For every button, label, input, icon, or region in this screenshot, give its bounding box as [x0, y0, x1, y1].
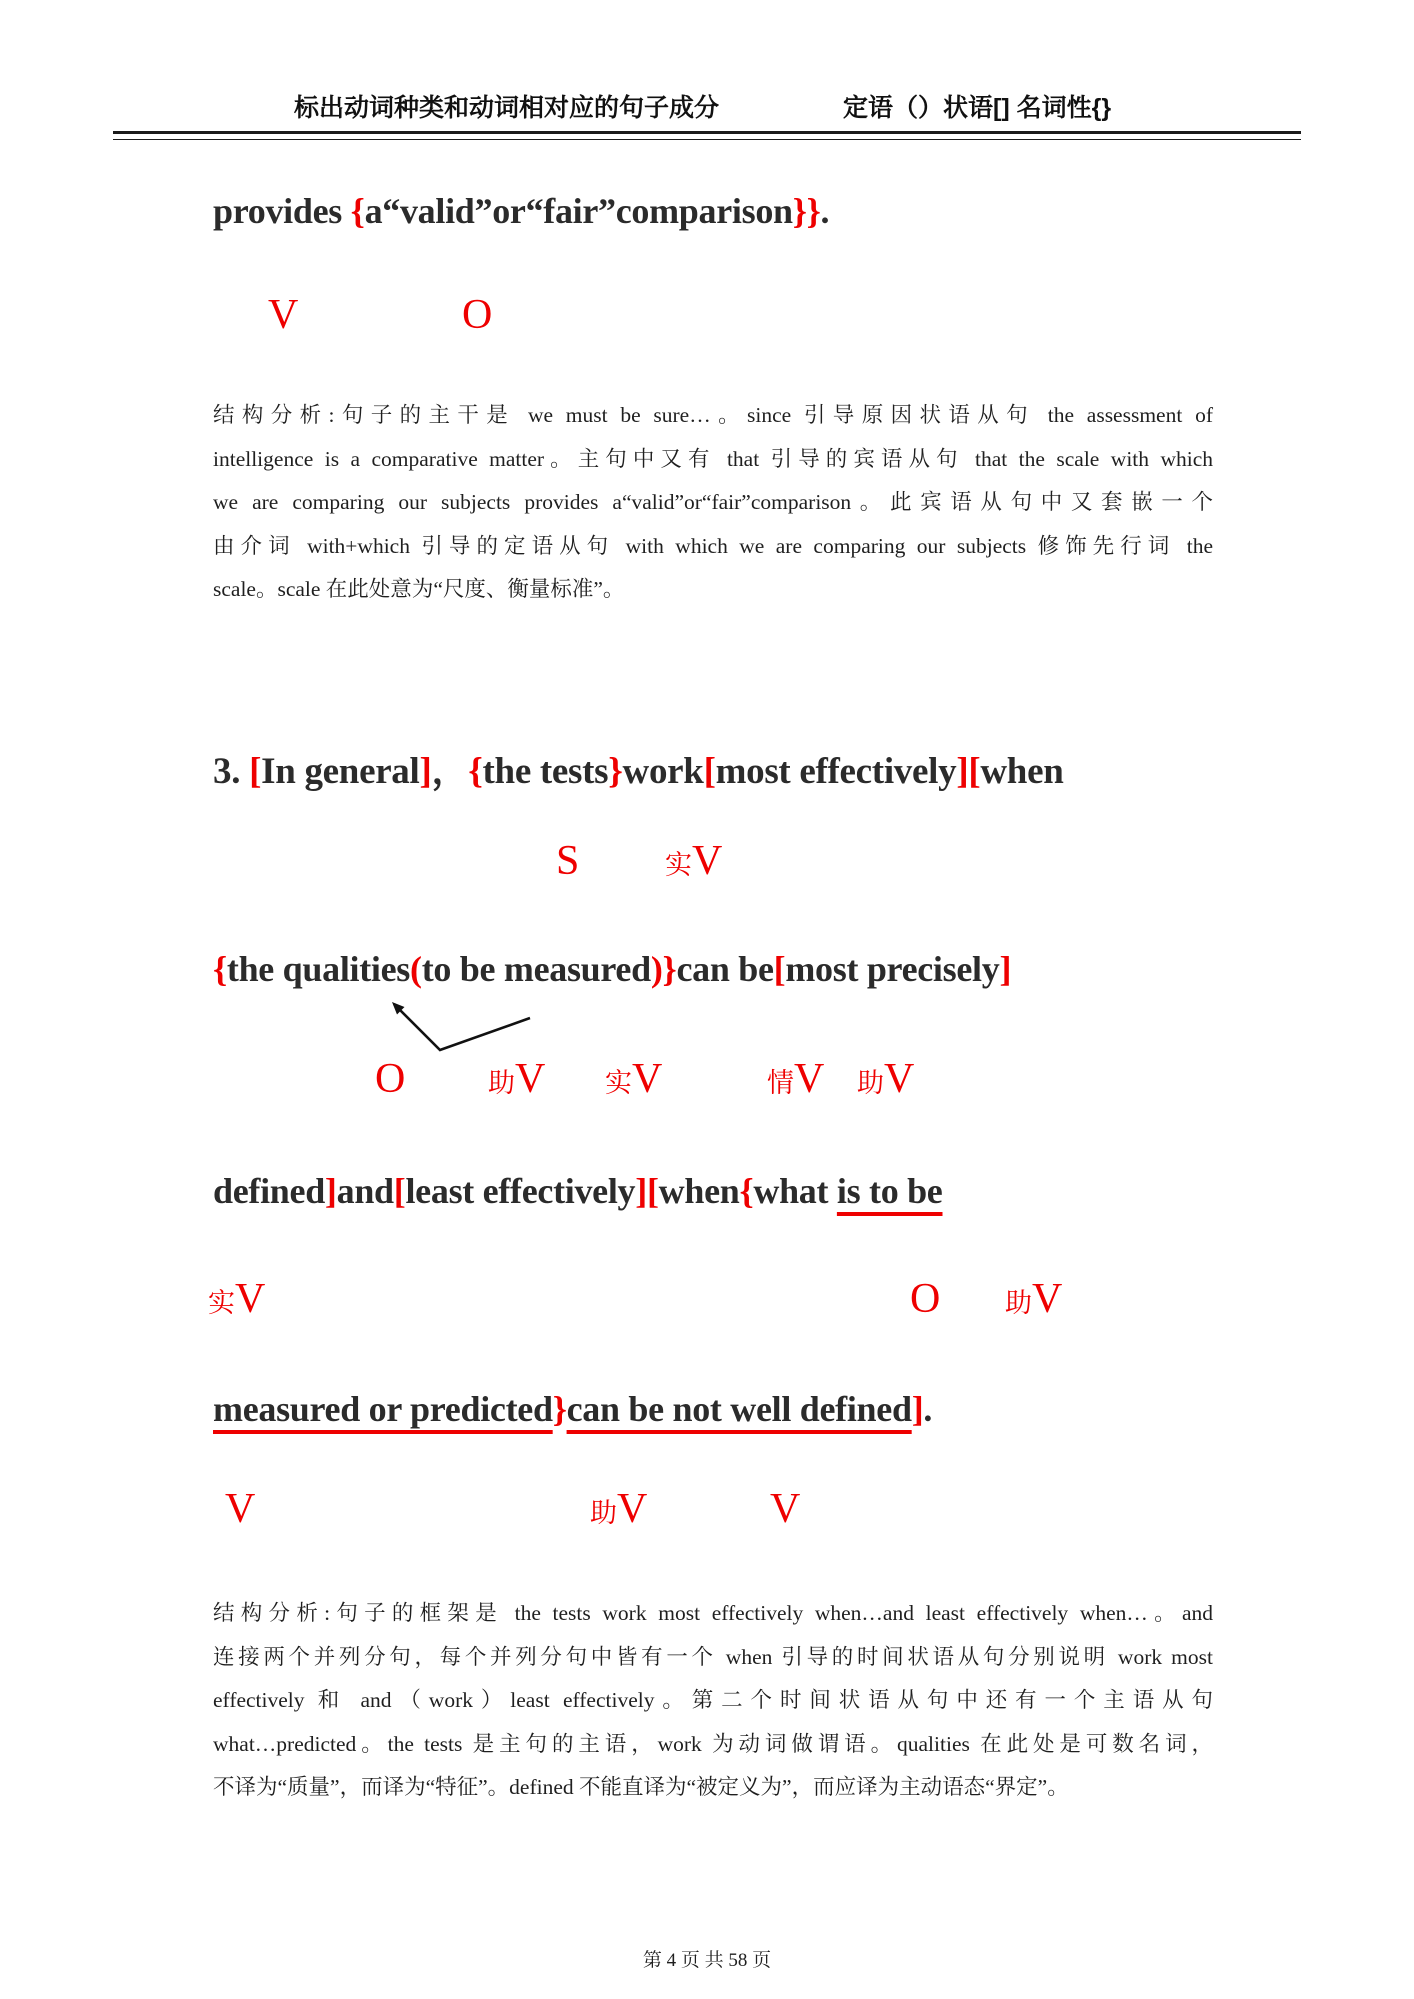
grammar-marker-prefix: 助	[1005, 1288, 1032, 1318]
header-rule	[113, 131, 1301, 140]
marker-row-1	[0, 294, 1414, 350]
grammar-marker: O	[375, 1056, 406, 1102]
grammar-marker: 助V	[1005, 1276, 1063, 1322]
header-left-title: 标出动词种类和动词相对应的句子成分	[294, 94, 720, 122]
grammar-bracket-mark: ]	[956, 751, 969, 792]
grammar-bracket-mark: }	[662, 949, 677, 989]
grammar-bracket-mark: }	[552, 1389, 567, 1429]
grammar-marker: 情V	[767, 1056, 825, 1102]
grammar-marker-prefix: 助	[590, 1498, 617, 1528]
sentence-text: can be not well defined	[566, 1389, 912, 1429]
paragraph-line: we are comparing our subjects provides a“valid”or“fair”comparison。此宾语从句中又套嵌一个	[213, 490, 1213, 514]
paragraph-line: intelligence is a comparative matter。主句中又有 that 引导的宾语从句 that the scale with which	[213, 446, 1213, 471]
grammar-bracket-mark: ]	[911, 1389, 924, 1429]
sentence-text: In general	[261, 751, 420, 792]
marker-row-2	[0, 840, 1414, 896]
grammar-marker-prefix: 情	[767, 1068, 794, 1098]
grammar-marker: 助V	[488, 1056, 546, 1102]
grammar-marker: O	[462, 292, 493, 338]
grammar-bracket-mark: ]	[419, 751, 432, 792]
sentence-line-4	[213, 1170, 943, 1212]
sentence-text: when	[658, 1171, 740, 1211]
paragraph-line: 结构分析:句子的框架是 the tests work most effectively when…and least effectively when…。and	[213, 1601, 1213, 1625]
sentence-text: least effectively	[405, 1171, 636, 1211]
grammar-bracket-mark: [	[249, 751, 262, 792]
grammar-marker-prefix: 助	[488, 1068, 515, 1098]
sentence-text: what	[753, 1171, 837, 1211]
qualities-annotation-arrow-icon	[370, 992, 550, 1064]
sentence-text: 3.	[213, 751, 250, 792]
grammar-marker: V	[770, 1486, 801, 1532]
grammar-marker: O	[910, 1276, 941, 1322]
grammar-bracket-mark: [	[773, 949, 786, 989]
marker-row-4	[0, 1278, 1414, 1334]
grammar-marker: S	[556, 838, 580, 884]
grammar-bracket-mark: (	[410, 949, 422, 989]
sentence-text: provides	[213, 191, 351, 231]
sentence-text: defined	[213, 1171, 325, 1211]
sentence-text: a“valid”or“fair”comparison	[364, 191, 793, 231]
grammar-marker: V	[268, 292, 299, 338]
grammar-bracket-mark: {	[350, 191, 365, 231]
grammar-bracket-mark: {	[468, 751, 483, 792]
sentence-line-2	[213, 740, 1063, 794]
sentence-text: the qualities	[226, 949, 411, 989]
grammar-bracket-mark: ]	[635, 1171, 647, 1211]
grammar-marker-prefix: 实	[665, 850, 692, 880]
structure-analysis-paragraph-2	[213, 1592, 1213, 1810]
grammar-marker: 助V	[590, 1486, 648, 1532]
sentence-text: most effectively	[715, 751, 957, 792]
header-legend: 定语（）状语[] 名词性{}	[843, 94, 1112, 122]
page-number: 第 4 页 共 58 页	[642, 1950, 772, 1971]
structure-analysis-paragraph-1	[213, 394, 1213, 612]
sentence-text: and	[336, 1171, 394, 1211]
grammar-bracket-mark: }}	[792, 191, 821, 231]
paragraph-line: 不译为“质量”，而译为“特征”。defined 不能直译为“被定义为”，而应译为主动语态“界定”。	[213, 1775, 1069, 1799]
grammar-bracket-mark: [	[703, 751, 716, 792]
grammar-bracket-mark: [	[968, 751, 981, 792]
grammar-bracket-mark: ]	[324, 1171, 337, 1211]
grammar-marker: V	[225, 1486, 256, 1532]
paragraph-line: 结构分析:句子的主干是 we must be sure…。since 引导原因状语从句 the assessment of	[213, 403, 1213, 427]
sentence-text: can be	[676, 949, 774, 989]
grammar-marker-prefix: 实	[208, 1288, 235, 1318]
sentence-line-5	[213, 1388, 932, 1430]
sentence-text: is to be	[836, 1171, 943, 1211]
sentence-text: .	[923, 1389, 933, 1429]
grammar-marker-prefix: 助	[857, 1068, 884, 1098]
grammar-marker: 助V	[857, 1056, 915, 1102]
grammar-marker: 实V	[605, 1056, 663, 1102]
sentence-text: to be measured	[421, 949, 651, 989]
grammar-bracket-mark: ]	[999, 949, 1012, 989]
sentence-text: ，	[431, 751, 469, 792]
paragraph-line: 连接两个并列分句，每个并列分句中皆有一个 when 引导的时间状语从句分别说明 work most	[213, 1644, 1213, 1669]
paragraph-line: what…predicted。the tests 是主句的主语，work 为动词做谓语。qualities 在此处是可数名词，	[213, 1731, 1213, 1756]
grammar-bracket-mark: {	[213, 949, 227, 989]
grammar-bracket-mark: {	[739, 1171, 754, 1211]
grammar-bracket-mark: [	[393, 1171, 406, 1211]
paragraph-line: effectively 和 and（work）least effectively。第二个时间状语从句中还有一个主语从句	[213, 1688, 1213, 1712]
marker-row-3	[0, 1058, 1414, 1114]
sentence-text: work	[622, 751, 704, 792]
grammar-bracket-mark: [	[646, 1171, 659, 1211]
sentence-line-3	[213, 948, 1011, 990]
paragraph-line: scale。scale 在此处意为“尺度、衡量标准”。	[213, 577, 625, 601]
grammar-bracket-mark: }	[608, 751, 623, 792]
sentence-text: measured or predicted	[213, 1389, 553, 1429]
sentence-line-1	[213, 190, 829, 232]
grammar-marker: 实V	[208, 1276, 266, 1322]
sentence-text: .	[820, 191, 830, 231]
sentence-text: the tests	[482, 751, 609, 792]
grammar-marker: 实V	[665, 838, 723, 884]
sentence-text: most precisely	[785, 949, 1000, 989]
marker-row-5	[0, 1488, 1414, 1544]
grammar-bracket-mark: )	[650, 949, 663, 989]
paragraph-line: 由介词 with+which 引导的定语从句 with which we are comparing our subjects 修饰先行词 the	[213, 533, 1213, 558]
grammar-marker-prefix: 实	[605, 1068, 632, 1098]
sentence-text: when	[980, 751, 1064, 792]
